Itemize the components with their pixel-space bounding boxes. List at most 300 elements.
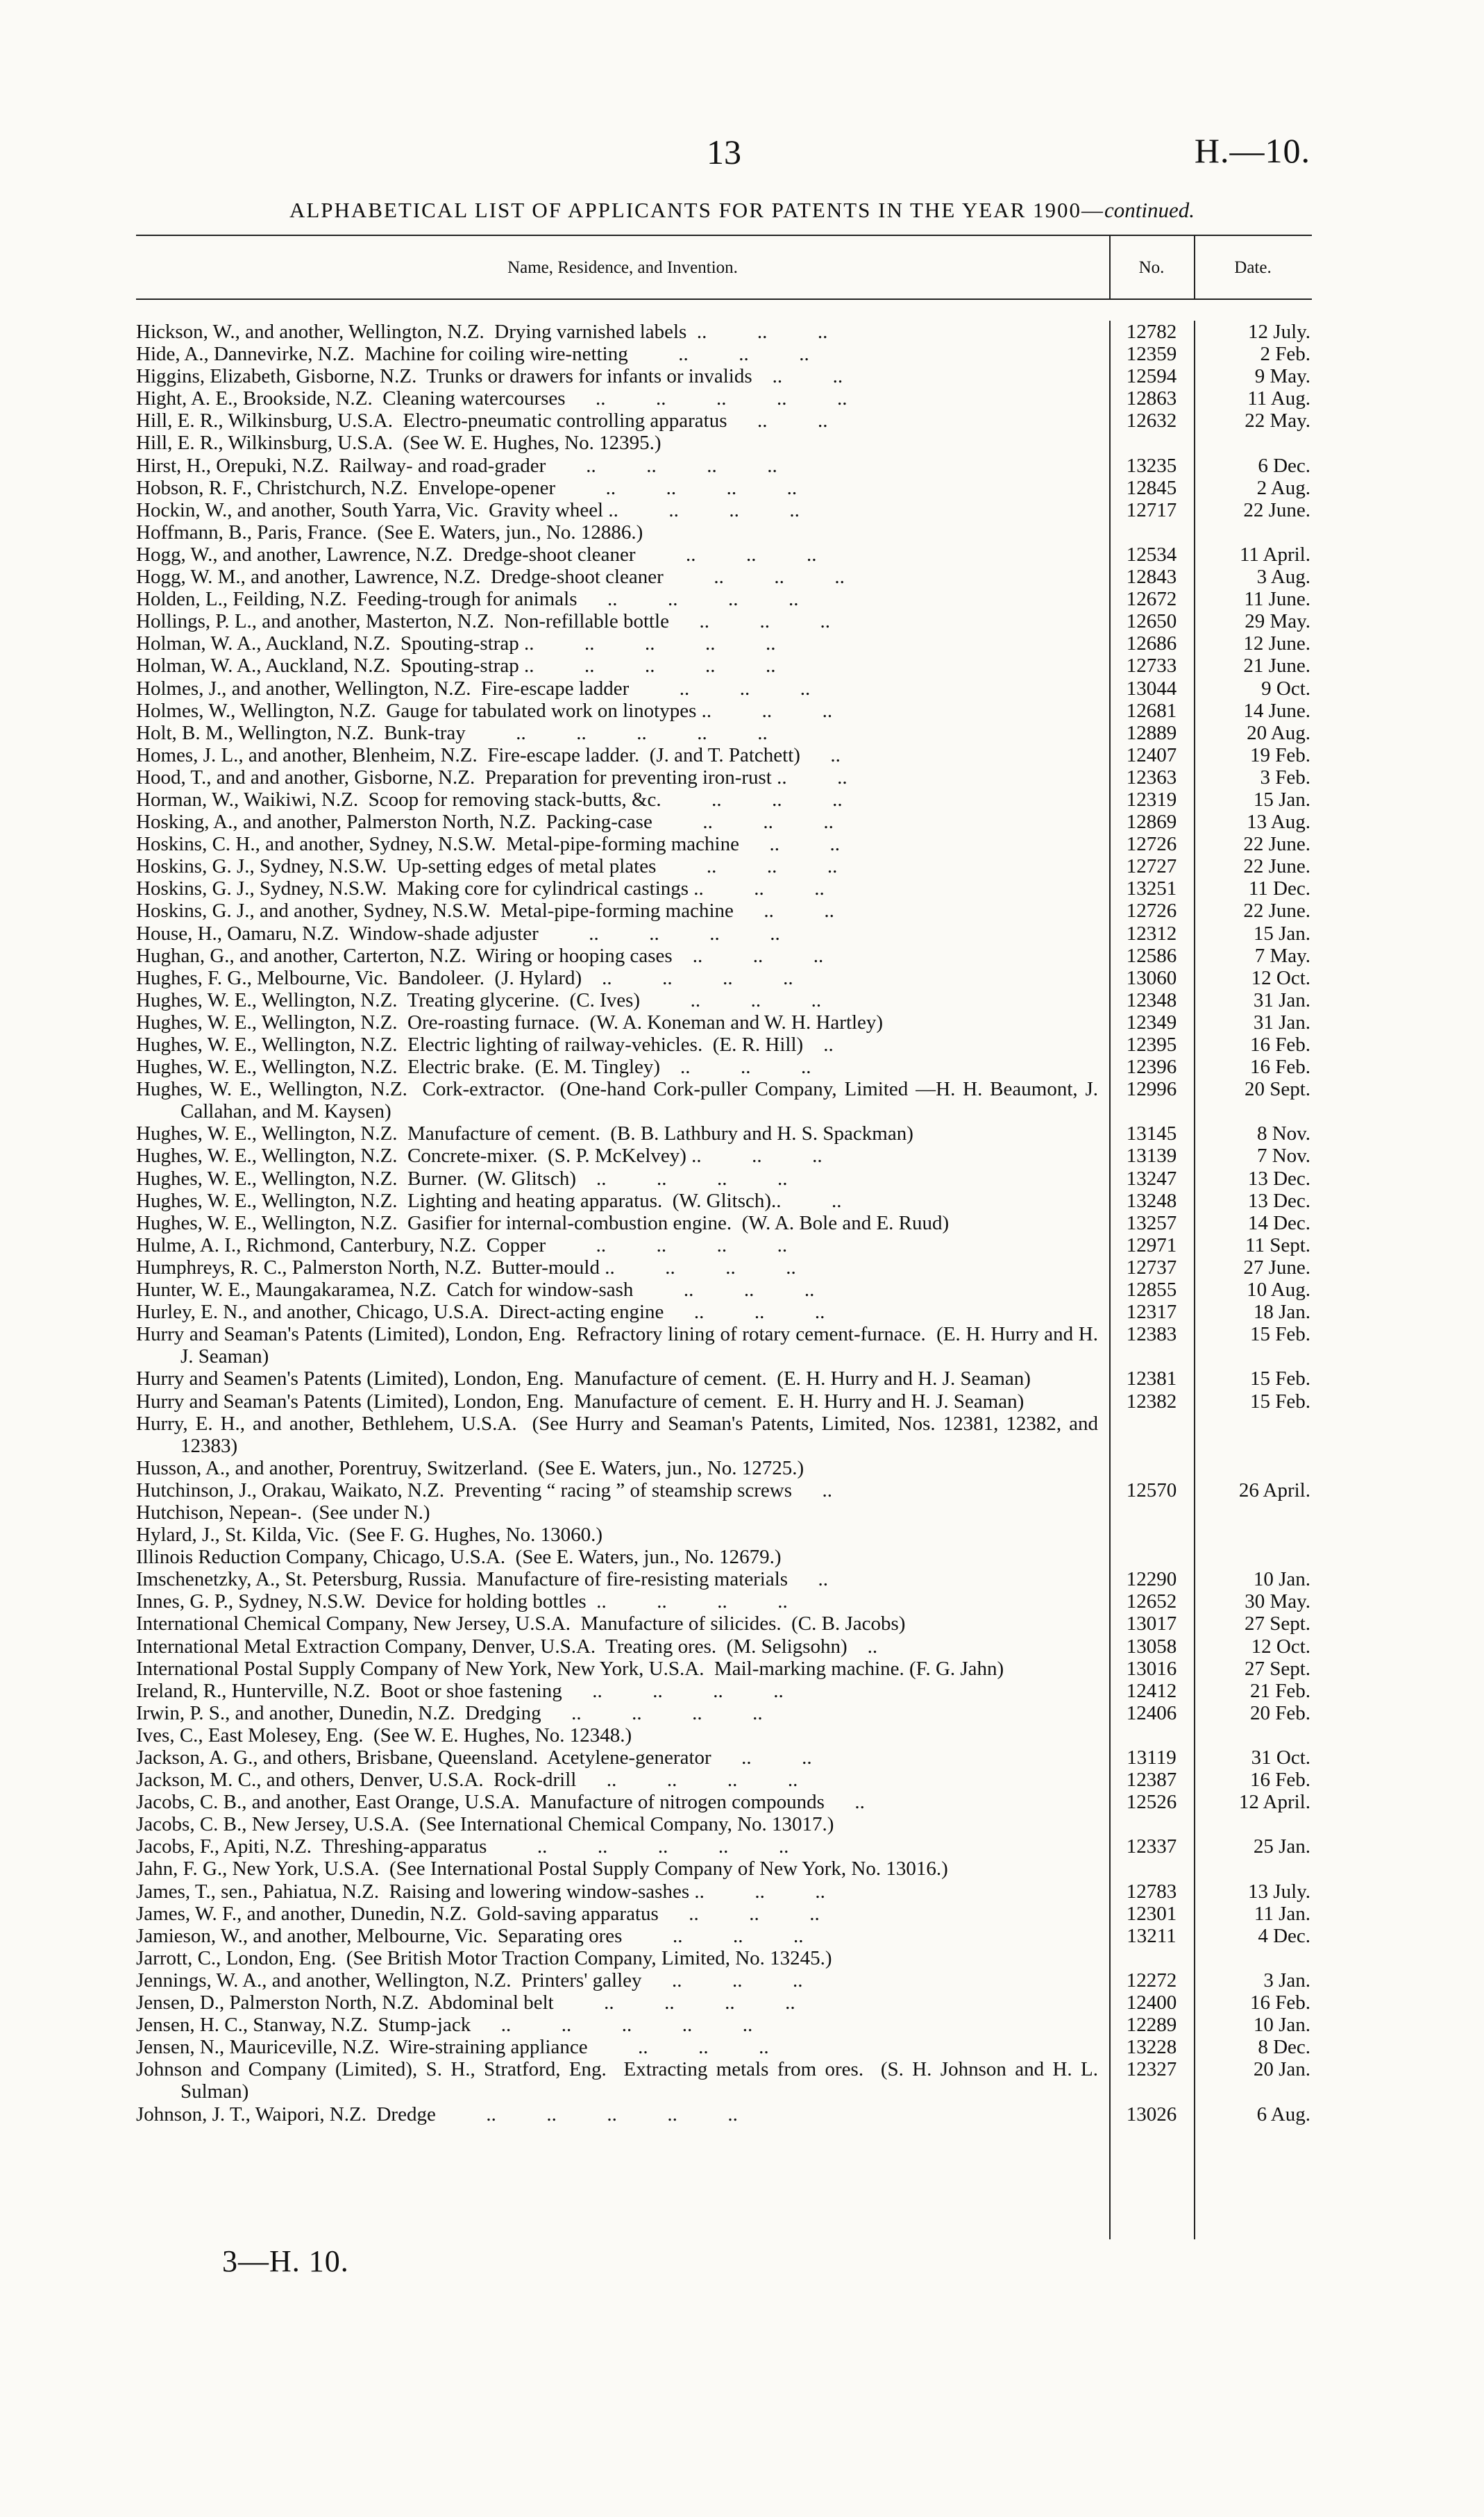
- entry-name: Hughes, W. E., Wellington, N.Z. Manufacture of cement. (B. B. Lathbury and H. S. Spackman): [136, 1122, 913, 1145]
- entry-number: 12396: [1126, 1056, 1177, 1079]
- entry-date: 11 June.: [1244, 588, 1310, 611]
- entry-number: 12526: [1126, 1791, 1177, 1814]
- entry-date: 15 Jan.: [1253, 922, 1310, 945]
- entry-name: Hight, A. E., Brookside, N.Z. Cleaning watercourses .. .. .. .. ..: [136, 387, 848, 410]
- list-item: [136, 1479, 1312, 1501]
- entry-name: Jacobs, C. B., and another, East Orange, U.S.A. Manufacture of nitrogen compounds ..: [136, 1791, 865, 1814]
- entry-number: 13058: [1126, 1635, 1177, 1658]
- entry-name: Hutchison, Nepean-. (See under N.): [136, 1501, 430, 1524]
- entry-number: 12406: [1126, 1701, 1177, 1724]
- entry-date: 14 June.: [1243, 699, 1310, 722]
- entry-number: 12686: [1126, 632, 1177, 655]
- entry-number: 12889: [1126, 721, 1177, 744]
- entry-number: 12845: [1126, 476, 1177, 499]
- entry-date: 25 Jan.: [1253, 1835, 1310, 1858]
- entry-number: 13251: [1126, 877, 1177, 900]
- entry-name: Hill, E. R., Wilkinsburg, U.S.A. Electro-pneumatic controlling apparatus .. ..: [136, 410, 828, 432]
- list-item: [136, 410, 1312, 432]
- entry-name: James, T., sen., Pahiatua, N.Z. Raising and lowering window-sashes .. .. ..: [136, 1880, 825, 1903]
- entry-name: Hughes, W. E., Wellington, N.Z. Electric brake. (E. M. Tingley) .. .. ..: [136, 1056, 811, 1079]
- entry-number: 12387: [1126, 1769, 1177, 1792]
- entry-date: 7 Nov.: [1256, 1145, 1310, 1168]
- list-item: [136, 1613, 1312, 1635]
- list-item: [136, 1145, 1312, 1167]
- entry-name: Holden, L., Feilding, N.Z. Feeding-trough for animals .. .. .. ..: [136, 588, 799, 611]
- entry-number: 12652: [1126, 1590, 1177, 1613]
- entry-name: Hurry, E. H., and another, Bethlehem, U.S.A. (See Hurry and Seaman's Patents, Limited, Nos. 12381, 12382, and 12383): [136, 1412, 1104, 1457]
- entry-date: 10 Jan.: [1253, 1568, 1310, 1591]
- entry-date: 12 Oct.: [1251, 966, 1310, 989]
- list-item: [136, 1746, 1312, 1769]
- list-item: [136, 1702, 1312, 1724]
- entry-number: 13247: [1126, 1167, 1177, 1190]
- entry-name: Hughan, G., and another, Carterton, N.Z. Wiring or hooping cases .. .. ..: [136, 944, 824, 967]
- list-item: [136, 321, 1312, 343]
- list-item: [136, 1056, 1312, 1078]
- entry-number: 12312: [1126, 922, 1177, 945]
- list-item: [136, 1903, 1312, 1925]
- list-item: [136, 387, 1312, 410]
- entry-date: 12 Oct.: [1251, 1635, 1310, 1658]
- entry-date: 19 Feb.: [1250, 743, 1310, 766]
- entry-name: Jensen, N., Mauriceville, N.Z. Wire-straining appliance .. .. ..: [136, 2036, 769, 2059]
- entry-name: Hurley, E. N., and another, Chicago, U.S.A. Direct-acting engine .. .. ..: [136, 1301, 825, 1324]
- list-item: [136, 1568, 1312, 1590]
- entry-date: 8 Dec.: [1258, 2036, 1310, 2059]
- entry-name: Hughes, W. E., Wellington, N.Z. Ore-roasting furnace. (W. A. Koneman and W. H. Hartley): [136, 1011, 884, 1034]
- entry-number: 13211: [1127, 1924, 1177, 1947]
- entry-name: International Postal Supply Company of New York, New York, U.S.A. Mail-marking machine. (F. G. Jahn): [136, 1657, 1004, 1680]
- document-code: H.—10.: [1194, 131, 1310, 170]
- list-item: [136, 632, 1312, 655]
- list-item: [136, 877, 1312, 900]
- entry-date: 9 May.: [1254, 365, 1310, 388]
- entry-date: 16 Feb.: [1250, 1056, 1310, 1079]
- entry-name: Hickson, W., and another, Wellington, N.Z. Drying varnished labels .. .. ..: [136, 321, 828, 343]
- entry-date: 22 June.: [1243, 498, 1310, 521]
- list-item: [136, 432, 1312, 454]
- list-item: [136, 1947, 1312, 1969]
- entry-date: 20 Feb.: [1250, 1701, 1310, 1724]
- entry-name: Hood, T., and and another, Gisborne, N.Z. Preparation for preventing iron-rust .. ..: [136, 766, 848, 789]
- list-item: [136, 566, 1312, 588]
- entry-date: 11 Sept.: [1245, 1234, 1310, 1256]
- entry-date: 4 Dec.: [1258, 1924, 1310, 1947]
- list-item: [136, 2058, 1312, 2103]
- footer-signature: 3—H. 10.: [222, 2244, 349, 2278]
- entry-name: Holmes, J., and another, Wellington, N.Z. Fire-escape ladder .. .. ..: [136, 677, 811, 700]
- document-title-main: ALPHABETICAL LIST OF APPLICANTS FOR PATENTS IN THE YEAR 1900—: [289, 198, 1105, 222]
- list-item: [136, 900, 1312, 922]
- entry-date: [1194, 1457, 1312, 1479]
- list-item: [136, 1168, 1312, 1190]
- entry-date: 2 Aug.: [1256, 476, 1310, 499]
- entry-name: Holmes, W., Wellington, N.Z. Gauge for tabulated work on linotypes .. .. ..: [136, 699, 833, 722]
- entry-number: 12400: [1126, 1992, 1177, 2014]
- entry-number: 12726: [1126, 900, 1177, 923]
- entry-name: Ireland, R., Hunterville, N.Z. Boot or shoe fastening .. .. .. ..: [136, 1679, 784, 1702]
- entry-name: Jensen, D., Palmerston North, N.Z. Abdominal belt .. .. .. ..: [136, 1992, 795, 2014]
- entry-name: Higgins, Elizabeth, Gisborne, N.Z. Trunks or drawers for infants or invalids .. ..: [136, 365, 843, 388]
- entry-name: Hosking, A., and another, Palmerston North, N.Z. Packing-case .. .. ..: [136, 811, 834, 834]
- entry-name: Hughes, W. E., Wellington, N.Z. Electric lighting of railway-vehicles. (E. R. Hill) ..: [136, 1034, 834, 1056]
- column-header-date: Date.: [1234, 258, 1272, 277]
- entry-number: 12843: [1126, 566, 1177, 589]
- document-title-continued: continued.: [1104, 198, 1195, 222]
- entry-name: Jacobs, F., Apiti, N.Z. Threshing-apparatus .. .. .. .. ..: [136, 1835, 789, 1858]
- entry-name: Holman, W. A., Auckland, N.Z. Spouting-strap .. .. .. .. ..: [136, 655, 776, 677]
- list-item: [136, 1301, 1312, 1323]
- entry-name: Hoffmann, B., Paris, France. (See E. Waters, jun., No. 12886.): [136, 521, 643, 544]
- entry-number: 12349: [1126, 1011, 1177, 1034]
- entry-number: 12650: [1126, 610, 1177, 633]
- entry-date: 21 Feb.: [1250, 1679, 1310, 1702]
- entry-date: 22 June.: [1243, 833, 1310, 856]
- entry-name: Hirst, H., Orepuki, N.Z. Railway- and road-grader .. .. .. ..: [136, 454, 777, 477]
- list-item: [136, 1323, 1312, 1367]
- entry-date: 3 Feb.: [1260, 766, 1310, 789]
- list-item: [136, 1279, 1312, 1301]
- entry-date: [1194, 1724, 1312, 1746]
- entry-number: 12327: [1126, 2058, 1177, 2081]
- entry-number: 12570: [1126, 1479, 1177, 1501]
- entry-name: Hughes, W. E., Wellington, N.Z. Concrete-mixer. (S. P. McKelvey) .. .. ..: [136, 1145, 823, 1168]
- entry-name: Hill, E. R., Wilkinsburg, U.S.A. (See W. E. Hughes, No. 12395.): [136, 432, 661, 455]
- list-item: [136, 1880, 1312, 1903]
- list-item: [136, 455, 1312, 477]
- entry-name: Hughes, W. E., Wellington, N.Z. Lighting and heating apparatus. (W. Glitsch).. ..: [136, 1189, 842, 1212]
- entry-number: [1109, 1457, 1194, 1479]
- entry-date: [1194, 1947, 1312, 1969]
- list-item: [136, 2103, 1312, 2125]
- list-item: [136, 343, 1312, 365]
- entry-name: Hurry and Seaman's Patents (Limited), London, Eng. Manufacture of cement. E. H. Hurry and H. J. Seaman): [136, 1390, 1025, 1413]
- list-item: [136, 1858, 1312, 1880]
- entry-name: Jacobs, C. B., New Jersey, U.S.A. (See International Chemical Company, No. 13017.): [136, 1813, 834, 1836]
- entry-date: [1194, 432, 1312, 454]
- entry-name: Imschenetzky, A., St. Petersburg, Russia. Manufacture of fire-resisting materials ..: [136, 1568, 829, 1591]
- entry-name: Hogg, W. M., and another, Lawrence, N.Z. Dredge-shoot cleaner .. .. ..: [136, 566, 845, 589]
- list-item: [136, 744, 1312, 766]
- entry-number: [1109, 1947, 1194, 1969]
- list-item: [136, 499, 1312, 521]
- column-header-name: Name, Residence, and Invention.: [507, 258, 738, 277]
- entry-date: 12 July.: [1248, 321, 1310, 343]
- entry-name: Hoskins, G. J., Sydney, N.S.W. Up-setting edges of metal plates .. .. ..: [136, 855, 838, 878]
- entry-name: Innes, G. P., Sydney, N.S.W. Device for holding bottles .. .. .. ..: [136, 1590, 788, 1613]
- entry-date: 15 Feb.: [1250, 1323, 1310, 1346]
- entry-number: 12783: [1126, 1880, 1177, 1903]
- entry-number: [1109, 1501, 1194, 1524]
- entry-number: 13044: [1126, 677, 1177, 700]
- entry-date: 20 Sept.: [1244, 1078, 1310, 1101]
- entry-date: 8 Nov.: [1256, 1122, 1310, 1145]
- entry-name: Hollings, P. L., and another, Masterton, N.Z. Non-refillable bottle .. .. ..: [136, 610, 830, 633]
- entry-date: 13 July.: [1248, 1880, 1310, 1903]
- entry-name: Johnson and Company (Limited), S. H., Stratford, Eng. Extracting metals from ores. (S. H. Johnson and H. L. Sulman): [136, 2058, 1104, 2103]
- entry-date: 13 Dec.: [1247, 1189, 1310, 1212]
- entry-name: Jennings, W. A., and another, Wellington, N.Z. Printers' galley .. .. ..: [136, 1969, 803, 1992]
- entry-number: 13248: [1126, 1189, 1177, 1212]
- list-item: [136, 1791, 1312, 1813]
- list-item: [136, 1457, 1312, 1479]
- entry-number: 12863: [1126, 387, 1177, 410]
- entry-date: 6 Dec.: [1258, 454, 1310, 477]
- list-item: [136, 811, 1312, 833]
- entry-name: Jahn, F. G., New York, U.S.A. (See International Postal Supply Company of New York, No. 13016.): [136, 1858, 948, 1880]
- entry-date: 21 June.: [1243, 655, 1310, 677]
- entry-date: [1194, 1858, 1312, 1880]
- entry-name: Hogg, W., and another, Lawrence, N.Z. Dredge-shoot cleaner .. .. ..: [136, 543, 817, 566]
- list-item: [136, 677, 1312, 700]
- entry-name: Hughes, W. E., Wellington, N.Z. Cork-extractor. (One-hand Cork-puller Company, Limited —H. H. Beaumont, J. Callahan, and M. Kaysen): [136, 1078, 1104, 1123]
- list-item: [136, 1992, 1312, 2014]
- entry-date: 10 Jan.: [1253, 2014, 1310, 2037]
- entry-number: 12317: [1126, 1301, 1177, 1324]
- entry-name: Jensen, H. C., Stanway, N.Z. Stump-jack .. .. .. .. ..: [136, 2014, 753, 2037]
- entry-date: 3 Aug.: [1256, 566, 1310, 589]
- entry-date: 7 May.: [1254, 944, 1310, 967]
- entry-number: 13060: [1126, 966, 1177, 989]
- entry-number: 12594: [1126, 365, 1177, 388]
- list-item: [136, 1813, 1312, 1835]
- entry-number: 12717: [1126, 498, 1177, 521]
- entry-name: Hurry and Seamen's Patents (Limited), London, Eng. Manufacture of cement. (E. H. Hurry and H. J. Seaman): [136, 1367, 1031, 1390]
- entry-name: Humphreys, R. C., Palmerston North, N.Z. Butter-mould .. .. .. ..: [136, 1256, 796, 1279]
- entry-date: 27 Sept.: [1244, 1613, 1310, 1635]
- entry-number: 12382: [1126, 1390, 1177, 1413]
- entry-name: International Chemical Company, New Jersey, U.S.A. Manufacture of silicides. (C. B. Jacobs): [136, 1613, 906, 1635]
- entry-number: [1109, 1858, 1194, 1880]
- list-item: [136, 923, 1312, 945]
- list-item: [136, 766, 1312, 789]
- list-item: [136, 1835, 1312, 1858]
- entry-date: 13 Dec.: [1247, 1167, 1310, 1190]
- list-item: [136, 1769, 1312, 1791]
- entry-date: 14 Dec.: [1247, 1211, 1310, 1234]
- entry-number: [1109, 1546, 1194, 1568]
- entry-date: 3 Jan.: [1263, 1969, 1310, 1992]
- entry-number: 12726: [1126, 833, 1177, 856]
- entry-number: 12534: [1126, 543, 1177, 566]
- entry-date: 12 April.: [1238, 1791, 1310, 1814]
- entry-number: [1109, 1724, 1194, 1746]
- entry-number: 12727: [1126, 855, 1177, 878]
- list-item: [136, 833, 1312, 855]
- entry-number: 13228: [1126, 2036, 1177, 2059]
- entry-name: Hughes, W. E., Wellington, N.Z. Burner. (W. Glitsch) .. .. .. ..: [136, 1167, 788, 1190]
- entry-date: 11 Dec.: [1248, 877, 1310, 900]
- entry-number: 12359: [1126, 343, 1177, 366]
- list-item: [136, 610, 1312, 632]
- entry-number: 12272: [1126, 1969, 1177, 1992]
- entry-date: 31 Jan.: [1253, 988, 1310, 1011]
- entry-date: 6 Aug.: [1256, 2103, 1310, 2125]
- entry-date: 29 May.: [1245, 610, 1310, 633]
- entry-number: 13139: [1126, 1145, 1177, 1168]
- entry-number: 12348: [1126, 988, 1177, 1011]
- list-item: [136, 945, 1312, 967]
- entry-name: Jackson, M. C., and others, Denver, U.S.A. Rock-drill .. .. .. ..: [136, 1769, 798, 1792]
- list-item: [136, 967, 1312, 989]
- entry-name: James, W. F., and another, Dunedin, N.Z. Gold-saving apparatus .. .. ..: [136, 1902, 820, 1925]
- page-number: 13: [707, 133, 741, 171]
- list-item: [136, 1546, 1312, 1568]
- entry-name: Horman, W., Waikiwi, N.Z. Scoop for removing stack-butts, &c. .. .. ..: [136, 788, 843, 811]
- entry-number: 12971: [1126, 1234, 1177, 1256]
- entry-date: 22 June.: [1243, 855, 1310, 878]
- entry-name: Holman, W. A., Auckland, N.Z. Spouting-strap .. .. .. .. ..: [136, 632, 776, 655]
- entry-date: 22 June.: [1243, 900, 1310, 923]
- list-item: [136, 1925, 1312, 1947]
- entry-date: 20 Aug.: [1247, 721, 1310, 744]
- entry-name: Jackson, A. G., and others, Brisbane, Queensland. Acetylene-generator .. ..: [136, 1746, 812, 1769]
- entry-date: [1194, 521, 1312, 544]
- entry-date: [1194, 1413, 1312, 1457]
- entry-date: [1194, 1813, 1312, 1835]
- entry-name: Hockin, W., and another, South Yarra, Vic. Gravity wheel .. .. .. ..: [136, 498, 800, 521]
- list-item: [136, 789, 1312, 811]
- entry-name: Homes, J. L., and another, Blenheim, N.Z. Fire-escape ladder. (J. and T. Patchett) ..: [136, 743, 841, 766]
- entry-number: 13257: [1126, 1211, 1177, 1234]
- entry-number: 12733: [1126, 655, 1177, 677]
- entry-number: 12737: [1126, 1256, 1177, 1279]
- entry-name: Hoskins, C. H., and another, Sydney, N.S.W. Metal-pipe-forming machine .. ..: [136, 833, 840, 856]
- entry-number: 12290: [1126, 1568, 1177, 1591]
- entry-date: 27 Sept.: [1244, 1657, 1310, 1680]
- entry-number: [1109, 1413, 1194, 1457]
- list-item: [136, 1190, 1312, 1212]
- list-item: [136, 1658, 1312, 1680]
- list-item: [136, 477, 1312, 499]
- header-bottom-rule: [136, 298, 1312, 300]
- entry-name: House, H., Oamaru, N.Z. Window-shade adjuster .. .. .. ..: [136, 922, 780, 945]
- entry-number: 12412: [1126, 1679, 1177, 1702]
- column-header-number: No.: [1138, 258, 1165, 277]
- list-item: [136, 588, 1312, 610]
- list-item: [136, 2036, 1312, 2058]
- entry-name: Jamieson, W., and another, Melbourne, Vic. Separating ores .. .. ..: [136, 1924, 804, 1947]
- entry-number: [1109, 432, 1194, 454]
- entry-date: 31 Jan.: [1253, 1011, 1310, 1034]
- entry-name: Hide, A., Dannevirke, N.Z. Machine for coiling wire-netting .. .. ..: [136, 343, 809, 366]
- entry-date: 15 Feb.: [1250, 1367, 1310, 1390]
- list-item: [136, 1590, 1312, 1613]
- entry-number: 12632: [1126, 410, 1177, 432]
- entry-date: 20 Jan.: [1253, 2058, 1310, 2081]
- list-item: [136, 1256, 1312, 1279]
- entry-number: 12855: [1126, 1279, 1177, 1302]
- entry-date: 13 Aug.: [1247, 811, 1310, 834]
- list-item: [136, 655, 1312, 677]
- entry-number: 13145: [1126, 1122, 1177, 1145]
- entry-name: Hutchinson, J., Orakau, Waikato, N.Z. Preventing “ racing ” of steamship screws ..: [136, 1479, 833, 1501]
- list-item: [136, 2014, 1312, 2036]
- entry-number: 12672: [1126, 588, 1177, 611]
- entry-name: Hylard, J., St. Kilda, Vic. (See F. G. Hughes, No. 13060.): [136, 1524, 603, 1547]
- entry-number: 12869: [1126, 811, 1177, 834]
- entry-date: 11 Jan.: [1254, 1902, 1310, 1925]
- list-item: [136, 365, 1312, 387]
- entry-name: Johnson, J. T., Waipori, N.Z. Dredge .. .. .. .. ..: [136, 2103, 738, 2125]
- entry-date: 31 Oct.: [1251, 1746, 1310, 1769]
- entry-date: 18 Jan.: [1253, 1301, 1310, 1324]
- entry-number: 13235: [1126, 454, 1177, 477]
- entry-name: Husson, A., and another, Porentruy, Switzerland. (See E. Waters, jun., No. 12725.): [136, 1456, 804, 1479]
- entry-number: [1109, 1524, 1194, 1546]
- list-item: [136, 1367, 1312, 1390]
- entry-number: 12301: [1126, 1902, 1177, 1925]
- entry-date: 22 May.: [1245, 410, 1310, 432]
- list-item: [136, 1011, 1312, 1034]
- entry-number: 12289: [1126, 2014, 1177, 2037]
- entry-name: Jarrott, C., London, Eng. (See British Motor Traction Company, Limited, No. 13245.): [136, 1946, 832, 1969]
- entry-date: 15 Feb.: [1250, 1390, 1310, 1413]
- entry-number: 12319: [1126, 788, 1177, 811]
- list-item: [136, 722, 1312, 744]
- list-item: [136, 1034, 1312, 1056]
- entry-date: 30 May.: [1245, 1590, 1310, 1613]
- entry-number: 12381: [1126, 1367, 1177, 1390]
- entry-name: Hunter, W. E., Maungakaramea, N.Z. Catch for window-sash .. .. ..: [136, 1279, 815, 1302]
- entry-number: 12586: [1126, 944, 1177, 967]
- entry-name: Illinois Reduction Company, Chicago, U.S.A. (See E. Waters, jun., No. 12679.): [136, 1546, 782, 1569]
- entry-number: 12782: [1126, 321, 1177, 343]
- header-divider: [1194, 236, 1195, 298]
- list-item: [136, 1680, 1312, 1702]
- entry-name: Hurry and Seaman's Patents (Limited), London, Eng. Refractory lining of rotary cement-furnace. (E. H. Hurry and H. J. Seaman): [136, 1323, 1104, 1368]
- entry-name: Hughes, F. G., Melbourne, Vic. Bandoleer. (J. Hylard) .. .. .. ..: [136, 966, 793, 989]
- entry-date: 11 April.: [1239, 543, 1310, 566]
- list-item: [136, 1078, 1312, 1122]
- entry-number: 12383: [1126, 1323, 1177, 1346]
- header-divider: [1109, 236, 1111, 298]
- list-item: [136, 1524, 1312, 1546]
- entry-name: Irwin, P. S., and another, Dunedin, N.Z. Dredging .. .. .. ..: [136, 1701, 763, 1724]
- list-item: [136, 1635, 1312, 1658]
- entry-name: International Metal Extraction Company, Denver, U.S.A. Treating ores. (M. Seligsohn) ..: [136, 1635, 878, 1658]
- list-item: [136, 544, 1312, 566]
- entry-date: [1194, 1546, 1312, 1568]
- document-title: [0, 198, 1484, 223]
- entry-number: 12996: [1126, 1078, 1177, 1101]
- entry-date: 16 Feb.: [1250, 1992, 1310, 2014]
- entry-number: 12395: [1126, 1034, 1177, 1056]
- header-top-rule: [136, 235, 1312, 236]
- entry-date: 16 Feb.: [1250, 1034, 1310, 1056]
- entry-name: Ives, C., East Molesey, Eng. (See W. E. Hughes, No. 12348.): [136, 1724, 632, 1746]
- entry-date: 15 Jan.: [1253, 788, 1310, 811]
- list-item: [136, 1413, 1312, 1457]
- list-item: [136, 1724, 1312, 1746]
- list-item: [136, 700, 1312, 722]
- list-item: [136, 1122, 1312, 1145]
- entry-name: Holt, B. M., Wellington, N.Z. Bunk-tray .. .. .. .. ..: [136, 721, 768, 744]
- entry-date: 11 Aug.: [1247, 387, 1310, 410]
- list-item: [136, 1234, 1312, 1256]
- entry-number: 13017: [1126, 1613, 1177, 1635]
- entry-date: [1194, 1524, 1312, 1546]
- list-item: [136, 1390, 1312, 1413]
- patent-applicant-list: [136, 321, 1312, 2125]
- list-item: [136, 1501, 1312, 1524]
- entry-date: 10 Aug.: [1247, 1279, 1310, 1302]
- entry-date: 16 Feb.: [1250, 1769, 1310, 1792]
- entry-date: 9 Oct.: [1261, 677, 1310, 700]
- entry-number: 12407: [1126, 743, 1177, 766]
- entry-date: [1194, 1501, 1312, 1524]
- entry-number: [1109, 1813, 1194, 1835]
